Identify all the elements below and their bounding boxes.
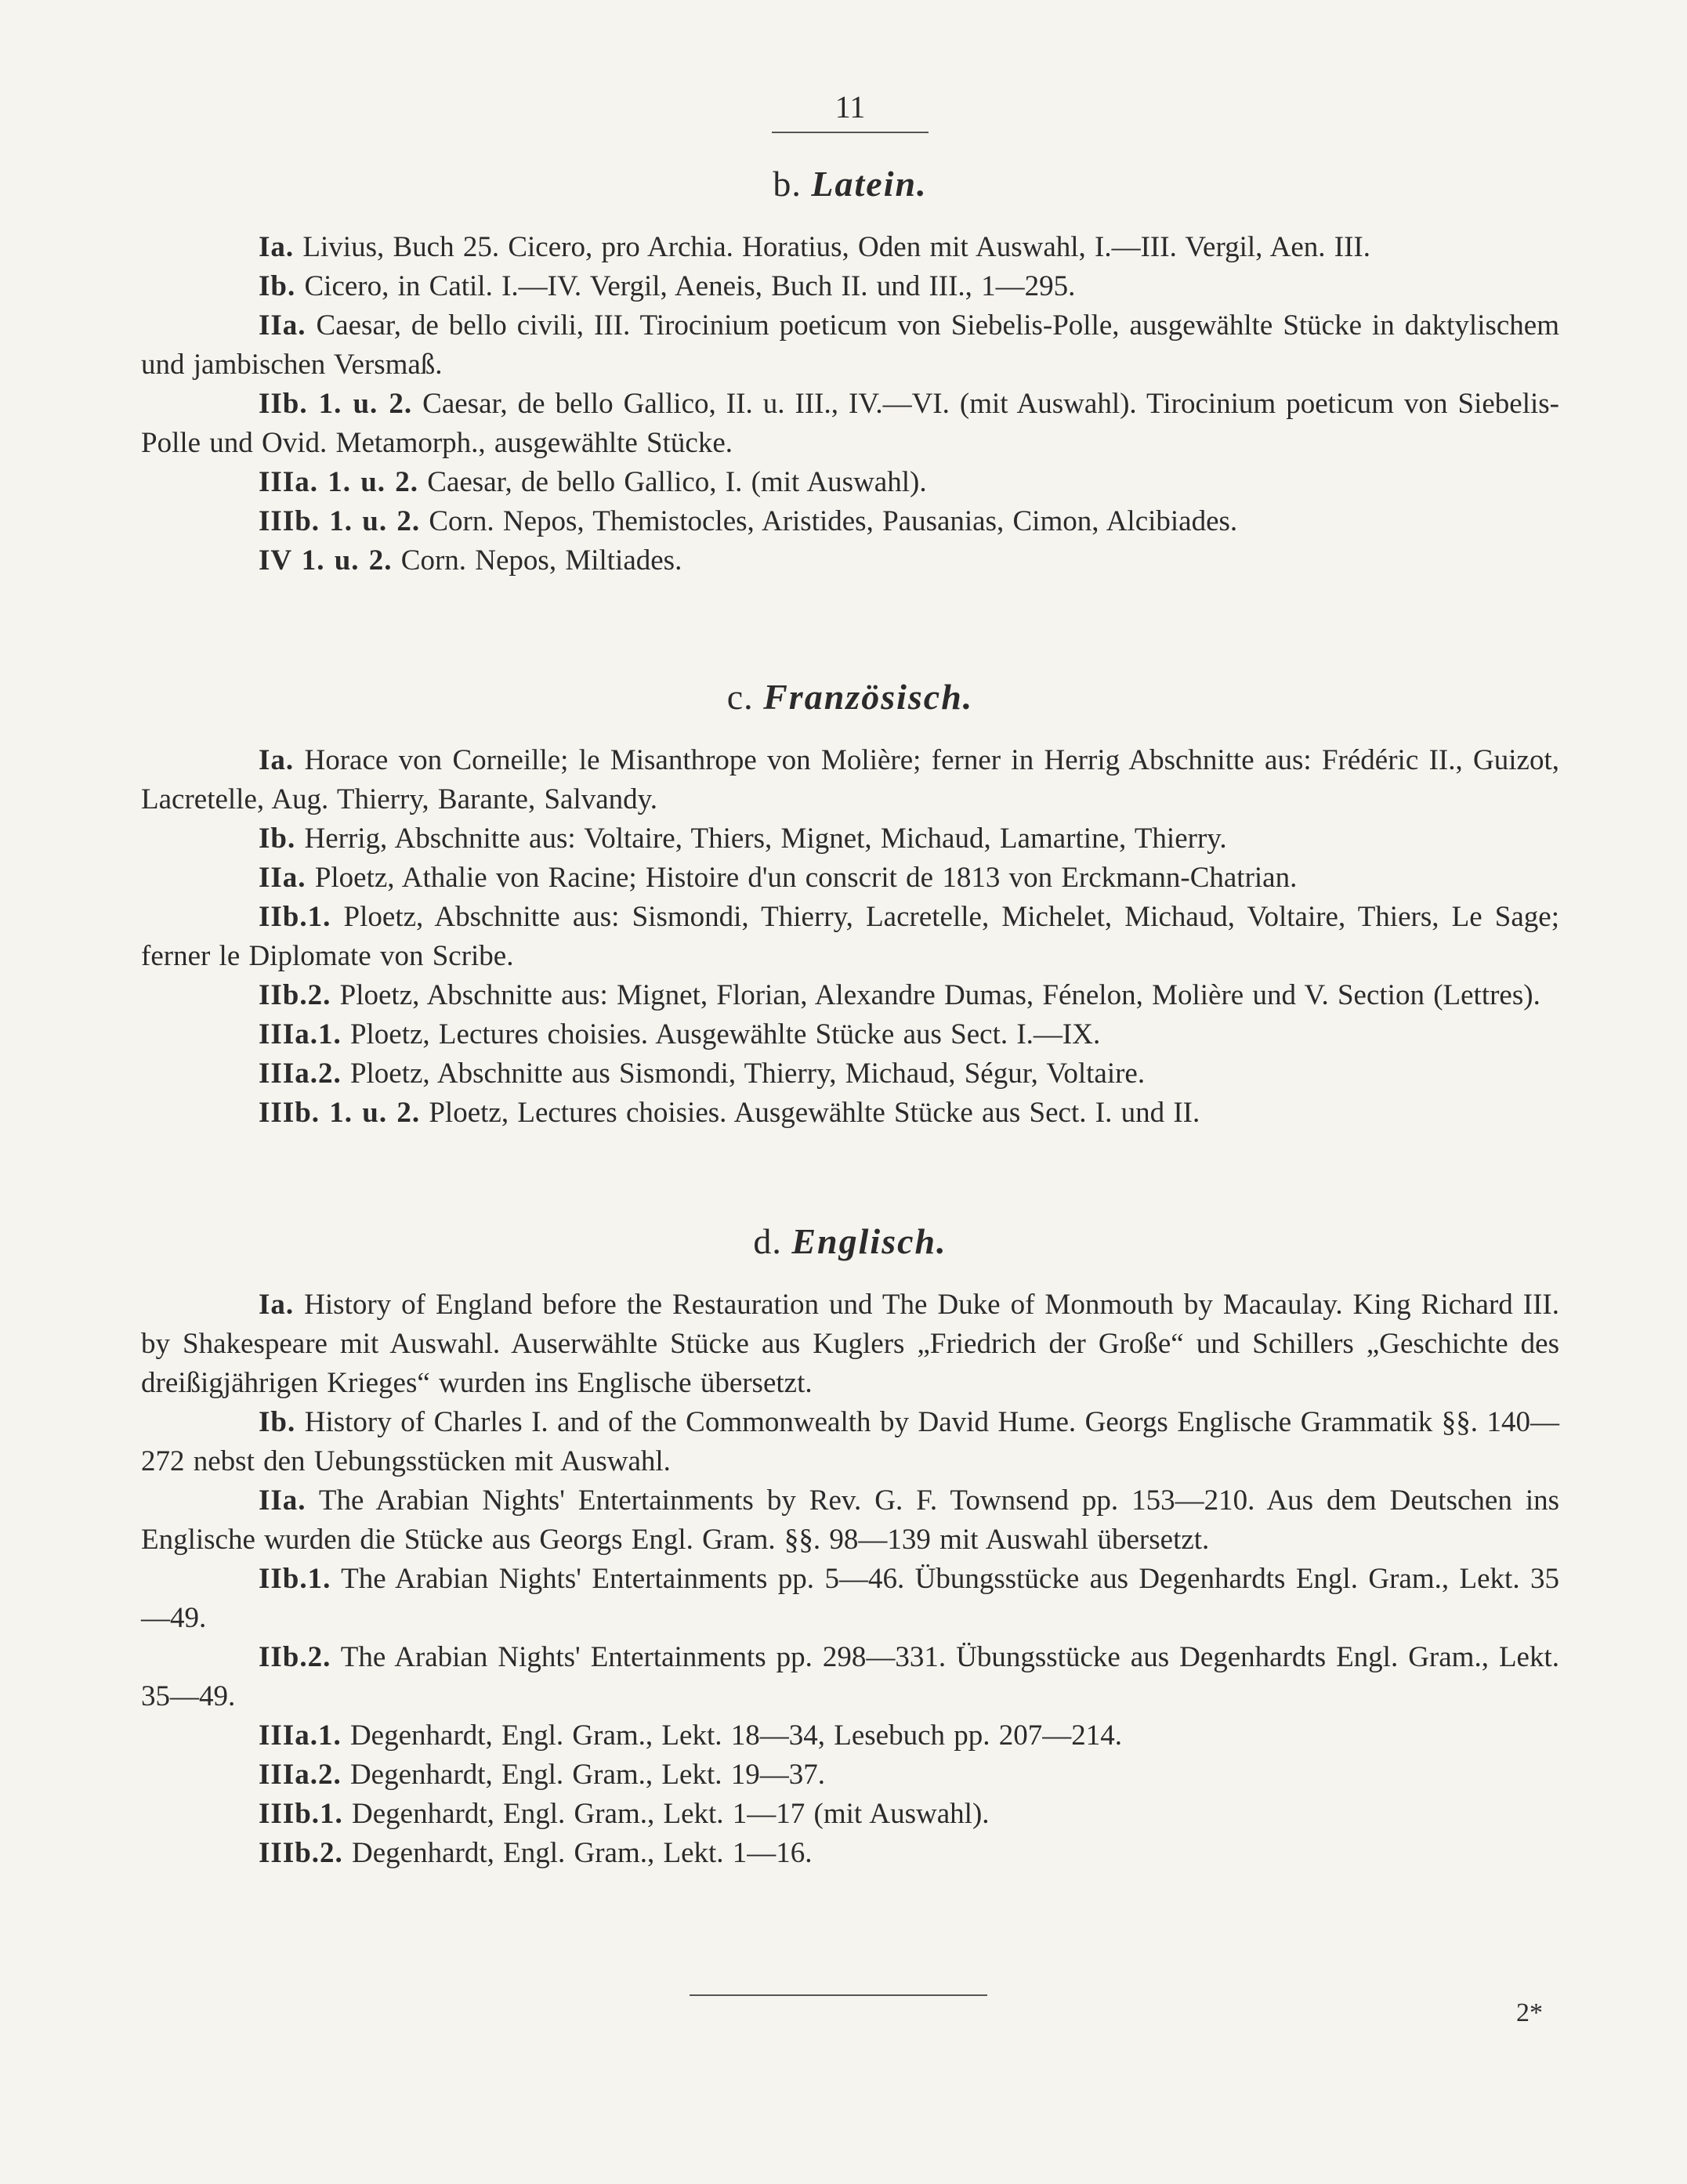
entry-text: Ploetz, Abschnitte aus Sismondi, Thierry, Michaud, Ségur, Voltaire. — [349, 1058, 1146, 1090]
entry-class: IIIa. 1. u. 2. — [259, 466, 419, 498]
entry — [141, 306, 1559, 385]
entry-class: IIIb.2. — [259, 1837, 343, 1869]
entry-class: Ib. — [259, 1406, 296, 1438]
section-letter: d. — [753, 1221, 782, 1261]
entry-text: Caesar, de bello Gallico, I. (mit Auswahl). — [427, 466, 927, 498]
entry — [141, 741, 1559, 819]
entry-text: Caesar, de bello civili, III. Tirocinium poeticum von Siebelis-Polle, ausgewählte Stücke in daktylischem und jambischen Versmaß. — [141, 309, 1560, 381]
entry-class: IIa. — [259, 1484, 306, 1517]
entry-class: Ia. — [259, 231, 295, 263]
entry-class: Ib. — [259, 270, 296, 302]
entry-text: Degenhardt, Engl. Gram., Lekt. 1—16. — [352, 1837, 813, 1869]
entry — [141, 1403, 1559, 1481]
entry — [141, 541, 1559, 580]
entry — [141, 1054, 1559, 1094]
entry-text: Horace von Corneille; le Misanthrope von Molière; ferner in Herrig Abschnitte aus: Frédéric II., Guizot, Lacretelle, Aug. Thierry, Barante, Salvandy. — [141, 744, 1560, 815]
entry — [141, 385, 1559, 463]
entry-class: IIb. 1. u. 2. — [259, 388, 413, 420]
entry-class: IIa. — [259, 862, 306, 894]
entry-text: History of Charles I. and of the Commonwealth by David Hume. Georgs Englische Grammatik §§. 140—272 nebst den Uebungsstücken mit Auswahl. — [141, 1406, 1559, 1477]
entry-class: IIb.2. — [259, 979, 331, 1011]
page — [141, 0, 1559, 2184]
entry-class: IIIb. 1. u. 2. — [259, 1097, 421, 1129]
entry-class: IIIb. 1. u. 2. — [259, 505, 421, 537]
entry — [141, 819, 1559, 859]
entry — [141, 1716, 1559, 1756]
entry — [141, 1481, 1559, 1560]
section-heading — [141, 674, 1559, 721]
entry — [141, 859, 1559, 898]
section-heading — [141, 161, 1559, 208]
entry-class: IIIb.1. — [259, 1798, 343, 1830]
entry-text: Ploetz, Abschnitte aus: Sismondi, Thierry, Lacretelle, Michelet, Michaud, Voltaire, Thiers, Le Sage; ferner le Diplomate von Scribe. — [141, 901, 1559, 972]
entry-text: Cicero, in Catil. I.—IV. Vergil, Aeneis, Buch II. und III., 1—295. — [304, 270, 1076, 302]
entry-class: IV 1. u. 2. — [259, 544, 393, 577]
entry — [141, 1795, 1559, 1834]
entry-text: Ploetz, Lectures choisies. Ausgewählte Stücke aus Sect. I.—IX. — [349, 1018, 1101, 1050]
entry-class: Ia. — [259, 1289, 295, 1321]
entry — [141, 228, 1559, 267]
entry — [141, 267, 1559, 306]
entry-class: Ib. — [259, 823, 296, 855]
entry — [141, 1015, 1559, 1054]
entry-text: Corn. Nepos, Miltiades. — [400, 544, 682, 577]
entry — [141, 1756, 1559, 1795]
page-number-rule — [772, 132, 929, 133]
entry — [141, 1834, 1559, 1873]
section-letter: b. — [773, 164, 802, 204]
entry-class: IIb.2. — [259, 1641, 331, 1673]
section-latin — [141, 161, 1559, 580]
entry-class: IIIa.1. — [259, 1018, 342, 1050]
entry-text: Degenhardt, Engl. Gram., Lekt. 1—17 (mit Auswahl). — [352, 1798, 990, 1830]
entry-class: IIIa.2. — [259, 1759, 342, 1791]
entry-class: IIIa.2. — [259, 1058, 342, 1090]
entry — [141, 1094, 1559, 1133]
entry — [141, 1285, 1559, 1403]
entry-text: Herrig, Abschnitte aus: Voltaire, Thiers, Mignet, Michaud, Lamartine, Thierry. — [304, 823, 1227, 855]
section-title: Englisch. — [791, 1221, 947, 1261]
section-letter: c. — [726, 677, 754, 717]
entry-text: The Arabian Nights' Entertainments by Rev. G. F. Townsend pp. 153—210. Aus dem Deutschen ins Englische wurden die Stücke aus Georgs Engl. Gram. §§. 98—139 mit Auswahl übersetzt. — [141, 1484, 1559, 1556]
section-english — [141, 1218, 1559, 1873]
entry-text: Ploetz, Athalie von Racine; Histoire d'un conscrit de 1813 von Erckmann-Chatrian. — [314, 862, 1298, 894]
section-title: Französisch. — [763, 677, 974, 717]
entry-text: Ploetz, Lectures choisies. Ausgewählte Stücke aus Sect. I. und II. — [429, 1097, 1200, 1129]
entry-text: History of England before the Restauration und The Duke of Monmouth by Macaulay. King Richard III. by Shakespeare mit Auswahl. Auserwählte Stücke aus Kuglers „Friedrich der Große“ und Schillers „Geschichte des dreißigjährigen Krieges“ wurden ins Englische übersetzt. — [141, 1289, 1559, 1399]
entry — [141, 1560, 1559, 1638]
entry-text: Degenhardt, Engl. Gram., Lekt. 18—34, Lesebuch pp. 207—214. — [349, 1719, 1122, 1752]
entry-text: Ploetz, Abschnitte aus: Mignet, Florian, Alexandre Dumas, Fénelon, Molière und V. Section (Lettres). — [339, 979, 1540, 1011]
entry — [141, 976, 1559, 1015]
entry-class: IIb.1. — [259, 901, 331, 933]
entry-text: Caesar, de bello Gallico, II. u. III., IV.—VI. (mit Auswahl). Tirocinium poeticum von Siebelis-Polle und Ovid. Metamorph., ausgewählte Stücke. — [141, 388, 1560, 459]
entry-class: IIb.1. — [259, 1563, 331, 1595]
entry — [141, 898, 1559, 976]
entry-text: The Arabian Nights' Entertainments pp. 298—331. Übungsstücke aus Degenhardts Engl. Gram., Lekt. 35—49. — [141, 1641, 1559, 1712]
entry — [141, 502, 1559, 541]
section-heading — [141, 1218, 1559, 1265]
entry-text: Corn. Nepos, Themistocles, Aristides, Pausanias, Cimon, Alcibiades. — [429, 505, 1238, 537]
entry — [141, 1638, 1559, 1716]
section-title: Latein. — [811, 164, 928, 204]
bottom-rule — [690, 1994, 987, 1996]
section-french — [141, 674, 1559, 1133]
entry-class: IIIa.1. — [259, 1719, 342, 1752]
entry-class: Ia. — [259, 744, 295, 776]
entry-text: Degenhardt, Engl. Gram., Lekt. 19—37. — [349, 1759, 825, 1791]
entry-text: The Arabian Nights' Entertainments pp. 5—46. Übungsstücke aus Degenhardts Engl. Gram., Lekt. 35—49. — [141, 1563, 1559, 1634]
signature-mark: 2* — [1516, 1998, 1543, 2027]
entry-text: Livius, Buch 25. Cicero, pro Archia. Horatius, Oden mit Auswahl, I.—III. Vergil, Aen. III. — [302, 231, 1370, 263]
entry-class: IIa. — [259, 309, 306, 342]
page-number: 11 — [834, 89, 866, 125]
entry — [141, 463, 1559, 502]
